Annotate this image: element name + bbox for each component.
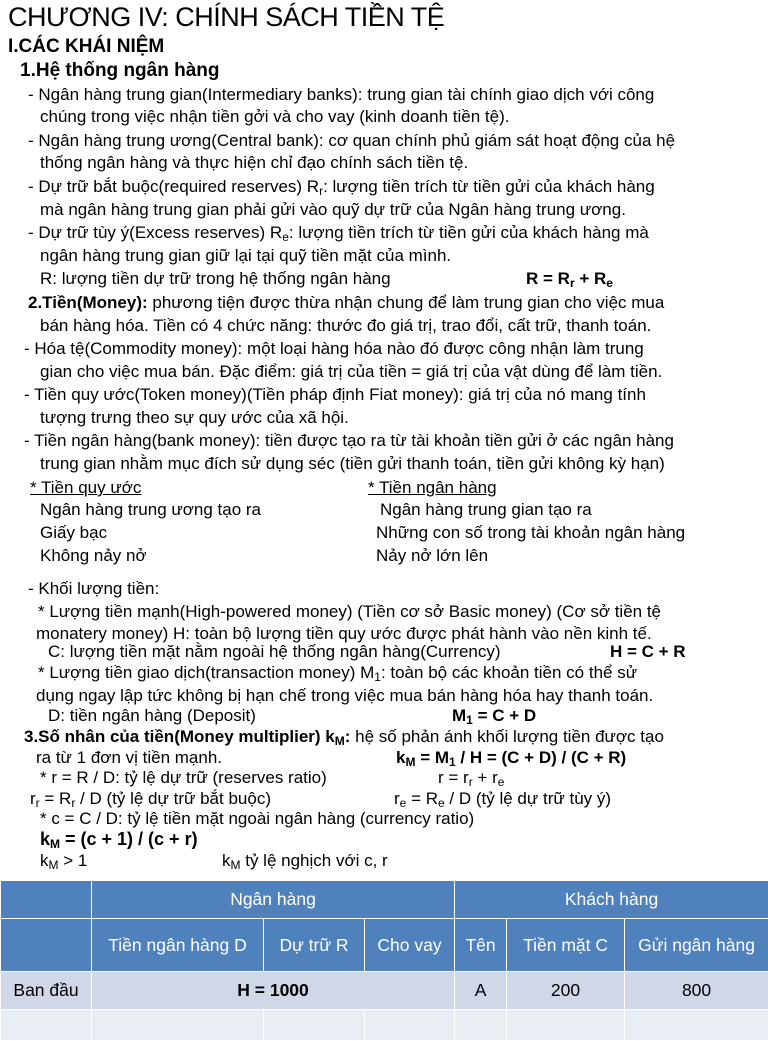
- text-line: - Hóa tệ(Commodity money): một loại hàng hóa nào đó được công nhận làm trung: [24, 338, 644, 359]
- table-column-header: Gửi ngân hàng: [625, 919, 768, 972]
- compare-cell: Không nảy nở: [40, 545, 147, 566]
- table-column-header: Tiền ngân hàng D: [92, 919, 264, 972]
- table-group-header: Khách hàng: [455, 881, 768, 919]
- text-line: ra từ 1 đơn vị tiền mạnh.: [36, 747, 222, 768]
- text-line: - Ngân hàng trung gian(Intermediary banks): trung gian tài chính giao dịch với công: [28, 84, 654, 105]
- table-corner: [1, 881, 92, 919]
- text-line: 2.Tiền(Money): phương tiện được thừa nhận chung để làm trung gian cho việc mua: [28, 292, 664, 313]
- text-line: mà ngân hàng trung gian phải gửi vào quỹ dự trữ của Ngân hàng trung ương.: [40, 199, 626, 220]
- page-title: CHƯƠNG IV: CHÍNH SÁCH TIỀN TỆ: [8, 2, 444, 33]
- table-group-header: Ngân hàng: [92, 881, 455, 919]
- formula: $M_1 = C + D$: [452, 705, 536, 726]
- text-line: * c = C / D: tỷ lệ tiền mặt ngoài ngân hàng (currency ratio): [40, 808, 474, 829]
- text-line: $r_r = R_r / D$ (tỷ lệ dự trữ bắt buộc): [30, 788, 271, 809]
- formula: $k_M = (c + 1) / (c + r)$: [40, 829, 198, 850]
- text-line: tượng trưng theo sự quy ước của xã hội.: [40, 407, 349, 428]
- table-column-header: Cho vay: [365, 919, 455, 972]
- text-line: C: lượng tiền mặt nằm ngoài hệ thống ngân hàng(Currency): [48, 641, 501, 662]
- text-line: ngân hàng trung gian giữ lại tại quỹ tiền mặt của mình.: [40, 245, 451, 266]
- section-heading: I.CÁC KHÁI NIỆM: [8, 36, 164, 58]
- compare-cell: Giấy bạc: [40, 522, 107, 543]
- text-line: thống ngân hàng và thực hiện chỉ đạo chính sách tiền tệ.: [40, 152, 468, 173]
- text-line: dụng ngay lập tức không bị hạn chế trong việc mua bán hàng hóa hay thanh toán.: [36, 685, 653, 706]
- text-line: bán hàng hóa. Tiền có 4 chức năng: thước đo giá trị, trao đổi, cất trữ, thanh toán.: [40, 315, 651, 336]
- table-corner: [1, 919, 92, 972]
- text-line: - Tiền ngân hàng(bank money): tiền được tạo ra từ tài khoản tiền gửi ở các ngân hàng: [24, 430, 674, 451]
- formula: $k_M = M_1 / H = (C + D) / (C + R)$: [396, 747, 626, 768]
- text-line: - Tiền quy ước(Token money)(Tiền pháp định Fiat money): giá trị của nó mang tính: [24, 384, 646, 405]
- text-line: * r = R / D: tỷ lệ dự trữ (reserves ratio): [40, 767, 327, 788]
- compare-cell: Ngân hàng trung ương tạo ra: [40, 499, 261, 520]
- compare-heading: * Tiền ngân hàng: [368, 477, 497, 498]
- text-line: D: tiền ngân hàng (Deposit): [48, 705, 256, 726]
- formula: H = C + R: [610, 641, 686, 662]
- text-line: R: lượng tiền dự trữ trong hệ thống ngân hàng: [40, 268, 391, 289]
- text-line: - Dự trữ bắt buộc(required reserves) $R_r$: lượng tiền trích từ tiền gửi của khách hàng: [28, 176, 655, 197]
- table-cell: 200: [507, 972, 625, 1010]
- text-line: gian cho việc mua bán. Đặc điểm: giá trị của tiền = giá trị của vật dùng để làm tiền.: [40, 361, 662, 382]
- table-column-header: Dự trữ R: [264, 919, 365, 972]
- text-line: * Lượng tiền giao dịch(transaction money) $M_1$: toàn bộ các khoản tiền có thể sử: [38, 662, 637, 683]
- formula: $r = r_r + r_e$: [438, 767, 504, 788]
- money-table: [0, 880, 768, 1041]
- table-cell: H = 1000: [92, 972, 455, 1010]
- text-line: 3.Số nhân của tiền(Money multiplier) $k_M$: hệ số phản ánh khối lượng tiền được tạo: [24, 726, 664, 747]
- compare-heading: * Tiền quy ước: [30, 477, 141, 498]
- table-column-header: Tên: [455, 919, 507, 972]
- compare-cell: Ngân hàng trung gian tạo ra: [380, 499, 592, 520]
- text-line: chúng trong việc nhận tiền gởi và cho vay (kinh doanh tiền tệ).: [40, 106, 510, 127]
- subsection-heading: 1.Hệ thống ngân hàng: [20, 60, 220, 82]
- text-line: * Lượng tiền mạnh(High-powered money) (Tiền cơ sở Basic money) (Cơ sở tiền tệ: [38, 601, 661, 622]
- formula: $R = R_r + R_e$: [526, 268, 613, 289]
- table-column-header: Tiền mặt C: [507, 919, 625, 972]
- text-line: monatery money) H: toàn bộ lượng tiền quy ước được phát hành vào nền kinh tế.: [36, 623, 652, 644]
- text-line: $r_e = R_e / D$ (tỷ lệ dự trữ tùy ý): [394, 788, 611, 809]
- table-row: [1, 1010, 768, 1041]
- text-line: - Khối lượng tiền:: [28, 578, 159, 599]
- table-cell: 800: [625, 972, 768, 1010]
- text-line: - Dự trữ tùy ý(Excess reserves) $R_e$: lượng tiền trích từ tiền gửi của khách hàng mà: [28, 222, 649, 243]
- table-cell: A: [455, 972, 507, 1010]
- text-line: - Ngân hàng trung ương(Central bank): cơ quan chính phủ giám sát hoạt động của hệ: [28, 130, 675, 151]
- text-line: $k_M > 1$: [40, 850, 87, 871]
- table-row: [1, 972, 768, 1010]
- compare-cell: Nảy nở lớn lên: [376, 545, 488, 566]
- compare-cell: Những con số trong tài khoản ngân hàng: [376, 522, 685, 543]
- text-line: $k_M$ tỷ lệ nghịch với c, r: [222, 850, 388, 871]
- table-row-label: Ban đầu: [1, 972, 92, 1010]
- text-line: trung gian nhằm mục đích sử dụng séc (tiền gửi thanh toán, tiền gửi không kỳ hạn): [40, 453, 665, 474]
